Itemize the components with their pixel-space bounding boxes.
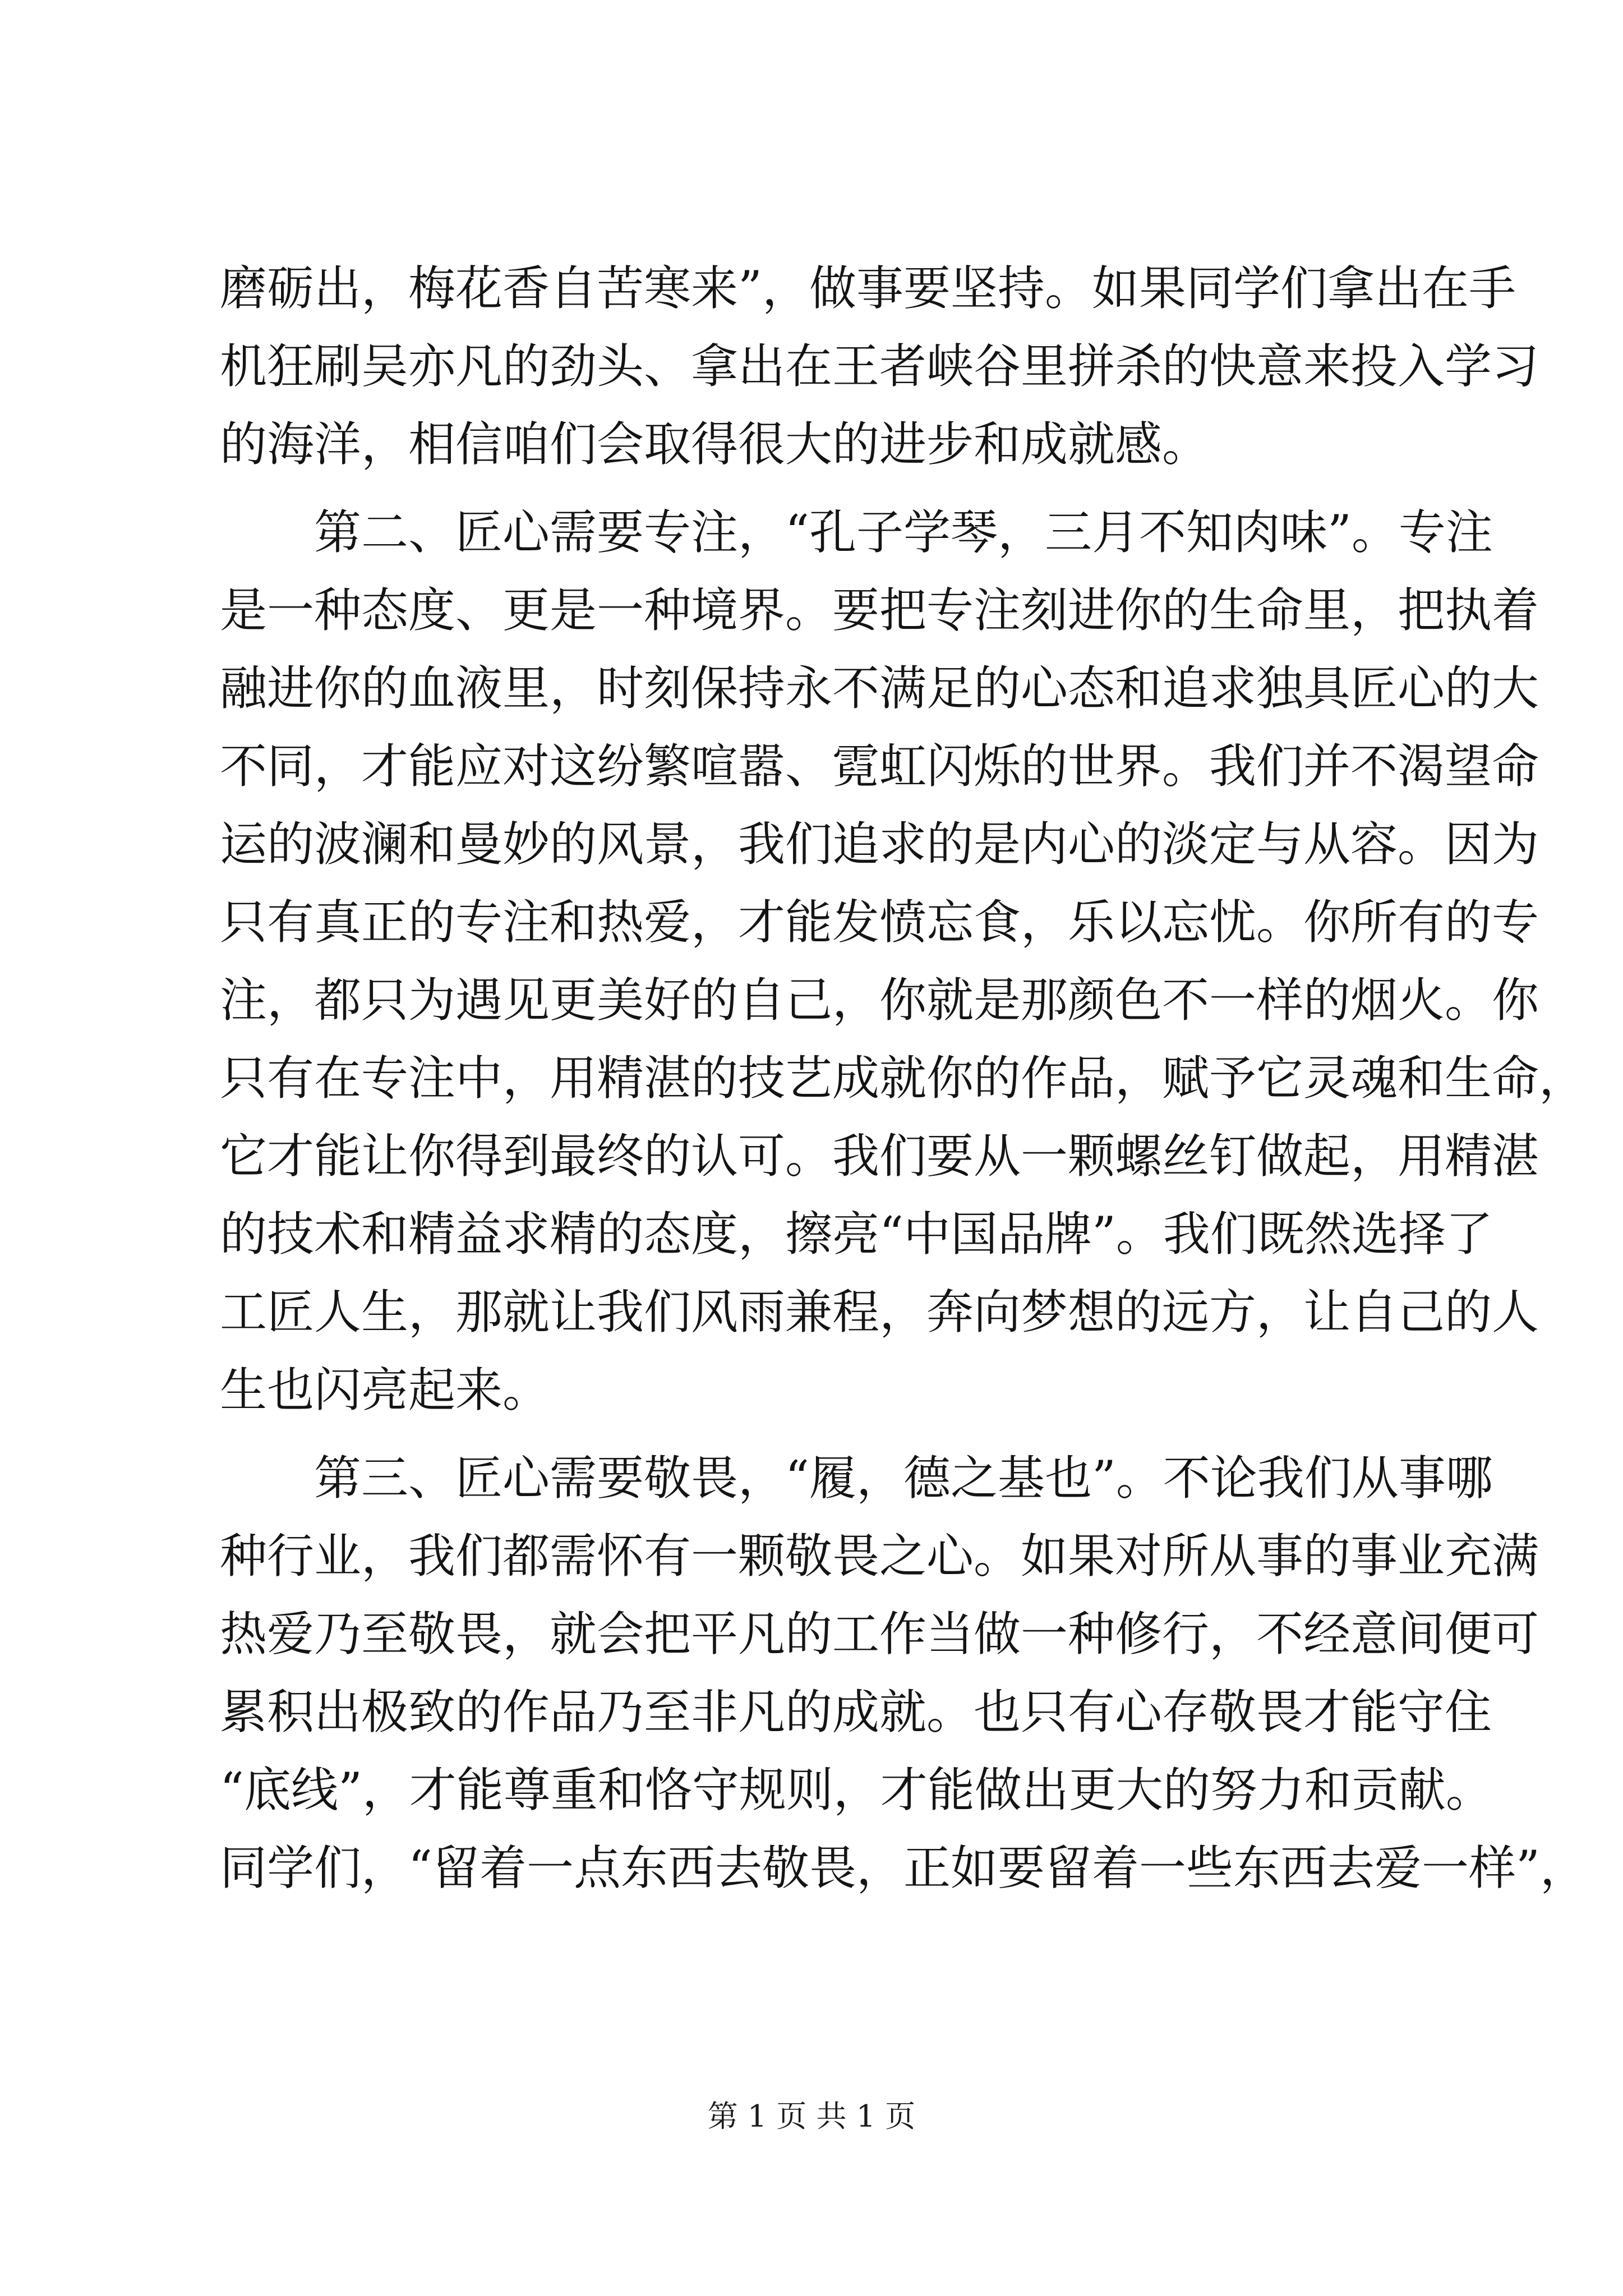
text-line: 生也闪亮起来。 bbox=[220, 1363, 550, 1418]
text-line: 的海洋，相信咱们会取得很大的进步和成就感。 bbox=[220, 417, 1210, 472]
page-footer bbox=[0, 2097, 1623, 2136]
text-line: 第二、匠心需要专注，“孔子学琴，三月不知肉味”。专注 bbox=[314, 505, 1493, 560]
text-line: 注，都只为遇见更美好的自己，你就是那颜色不一样的烟火。你 bbox=[220, 973, 1539, 1028]
text-line: 种行业，我们都需怀有一颗敬畏之心。如果对所从事的事业充满 bbox=[220, 1529, 1539, 1584]
text-line: 热爱乃至敬畏，就会把平凡的工作当做一种修行，不经意间便可 bbox=[220, 1607, 1539, 1662]
text-line: 运的波澜和曼妙的风景，我们追求的是内心的淡定与从容。因为 bbox=[220, 817, 1539, 872]
page-number-label: 第 1 页 共 1 页 bbox=[707, 2099, 916, 2134]
text-line: 机狂刷吴亦凡的劲头、拿出在王者峡谷里拼杀的快意来投入学习 bbox=[220, 339, 1539, 394]
text-line: “底线”，才能尊重和恪守规则，才能做出更大的努力和贡献。 bbox=[220, 1763, 1493, 1818]
text-line: 只有在专注中，用精湛的技艺成就你的作品，赋予它灵魂和生命， bbox=[220, 1051, 1587, 1106]
text-line: 的技术和精益求精的态度，擦亮“中国品牌”。我们既然选择了 bbox=[220, 1207, 1493, 1262]
text-line: 不同，才能应对这纷繁喧嚣、霓虹闪烁的世界。我们并不渴望命 bbox=[220, 739, 1539, 794]
text-line: 同学们，“留着一点东西去敬畏，正如要留着一些东西去爱一样”， bbox=[220, 1841, 1587, 1895]
text-line: 融进你的血液里，时刻保持永不满足的心态和追求独具匠心的大 bbox=[220, 661, 1539, 716]
text-line: 磨砺出，梅花香自苦寒来”，做事要坚持。如果同学们拿出在手 bbox=[220, 261, 1516, 316]
text-line: 是一种态度、更是一种境界。要把专注刻进你的生命里，把执着 bbox=[220, 583, 1539, 638]
text-line: 累积出极致的作品乃至非凡的成就。也只有心存敬畏才能守住 bbox=[220, 1685, 1492, 1740]
text-line: 它才能让你得到最终的认可。我们要从一颗螺丝钉做起，用精湛 bbox=[220, 1129, 1539, 1184]
text-line: 只有真正的专注和热爱，才能发愤忘食，乐以忘忧。你所有的专 bbox=[220, 895, 1539, 950]
text-line: 第三、匠心需要敬畏，“履，德之基也”。不论我们从事哪 bbox=[314, 1451, 1493, 1506]
text-line: 工匠人生，那就让我们风雨兼程，奔向梦想的远方，让自己的人 bbox=[220, 1285, 1539, 1340]
document-body bbox=[220, 250, 1587, 1907]
